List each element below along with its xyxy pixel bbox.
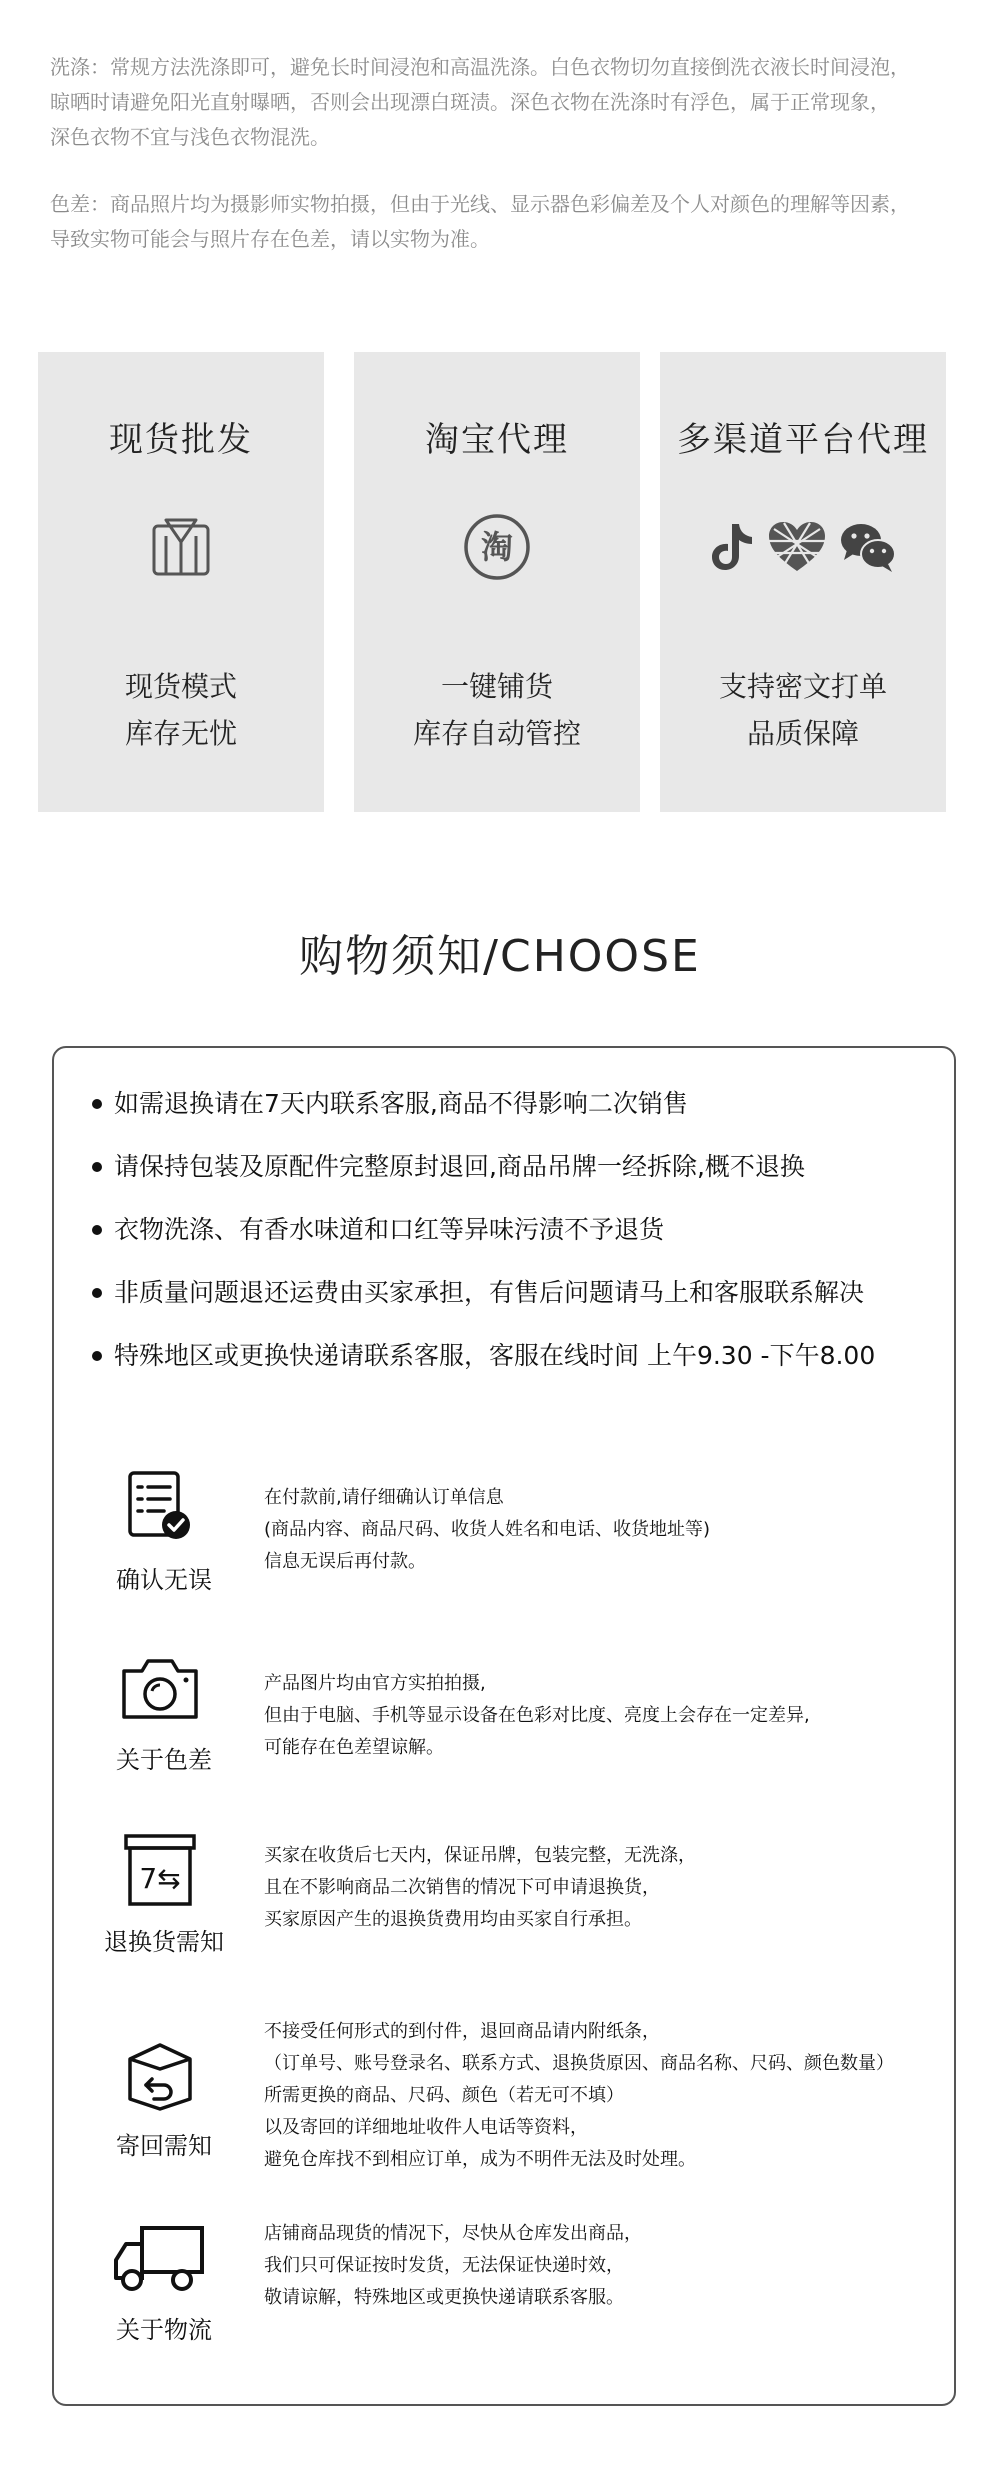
delivery-truck-icon	[112, 2222, 208, 2294]
card-feature: 一键铺货	[440, 670, 553, 703]
color-note-line: 导致实物可能会与照片存在色差，请以实物为准。	[50, 227, 490, 251]
color-difference-note	[50, 187, 970, 257]
rule-item: 特殊地区或更换快递请联系客服，客服在线时间 上午9.30 -下午8.00	[92, 1340, 932, 1403]
shopping-notice-box	[52, 1046, 956, 2406]
seven-day-return-icon	[122, 1832, 198, 1908]
pinduoduo-icon	[766, 519, 828, 575]
policy-line: 敬请谅解，特殊地区或更换快递请联系客服。	[264, 2287, 624, 2308]
policy-line: 可能存在色差望谅解。	[264, 1737, 444, 1758]
policy-text	[264, 2016, 944, 2176]
policy-line: 以及寄回的详细地址收件人电话等资料，	[264, 2117, 588, 2138]
policy-line: (商品内容、商品尺码、收货人姓名和电话、收货地址等)	[264, 1519, 711, 1540]
camera-icon	[118, 1653, 202, 1723]
policy-line: 在付款前,请仔细确认订单信息	[264, 1487, 504, 1508]
policy-label: 关于物流	[116, 2316, 212, 2344]
card-wholesale	[38, 352, 324, 812]
card-feature: 库存自动管控	[412, 717, 581, 750]
return-icon-glyph: 7⇆	[139, 1862, 181, 1895]
policy-line: 我们只可保证按时发货，无法保证快递时效，	[264, 2255, 624, 2276]
washing-note	[50, 50, 970, 155]
rule-item: 非质量问题退还运费由买家承担，有售后问题请马上和客服联系解决	[92, 1277, 932, 1340]
policy-line: 且在不影响商品二次销售的情况下可申请退换货，	[264, 1877, 660, 1898]
policy-line: 不接受任何形式的到付件，退回商品请内附纸条，	[264, 2021, 660, 2042]
wechat-icon	[838, 520, 898, 574]
card-feature: 支持密文打单	[718, 670, 887, 703]
card-taobao-agent	[354, 352, 640, 812]
rule-item: 请保持包装及原配件完整原封退回,商品吊牌一经拆除,概不退换	[92, 1151, 932, 1214]
card-title: 淘宝代理	[425, 420, 569, 460]
checklist-icon	[124, 1469, 196, 1547]
tiktok-icon	[708, 520, 756, 574]
policy-label: 关于色差	[116, 1746, 212, 1774]
card-feature: 现货模式	[124, 670, 237, 703]
rule-item: 衣物洗涤、有香水味道和口红等异味污渍不予退货	[92, 1214, 932, 1277]
care-notes	[50, 50, 970, 289]
washing-note-line: 深色衣物不宜与浅色衣物混洗。	[50, 125, 330, 149]
policy-label: 退换货需知	[104, 1928, 224, 1956]
card-feature: 品质保障	[746, 717, 859, 750]
shirt-icon	[146, 512, 216, 582]
card-title: 多渠道平台代理	[677, 420, 929, 460]
rule-item: 如需退换请在7天内联系客服,商品不得影响二次销售	[92, 1088, 932, 1151]
policy-text	[264, 1668, 944, 1764]
rules-list	[92, 1088, 932, 1403]
policy-line: 避免仓库找不到相应订单，成为不明件无法及时处理。	[264, 2149, 696, 2170]
policy-text	[264, 1840, 944, 1936]
washing-note-line: 洗涤：常规方法洗涤即可，避免长时间浸泡和高温洗涤。白色衣物切勿直接倒洗衣液长时间浸泡，	[50, 55, 910, 79]
policy-line: 买家在收货后七天内，保证吊牌，包装完整，无洗涤，	[264, 1845, 696, 1866]
policy-label: 确认无误	[116, 1566, 212, 1594]
policy-text	[264, 2218, 944, 2314]
policy-line: 产品图片均由官方实拍拍摄,	[264, 1673, 486, 1694]
policy-line: 买家原因产生的退换货费用均由买家自行承担。	[264, 1909, 642, 1930]
taobao-icon	[461, 511, 533, 583]
policy-line: 店铺商品现货的情况下，尽快从仓库发出商品，	[264, 2223, 642, 2244]
color-note-line: 色差：商品照片均为摄影师实物拍摄，但由于光线、显示器色彩偏差及个人对颜色的理解等因素，	[50, 192, 910, 216]
policy-line: 所需更换的商品、尺码、颜色（若无可不填）	[264, 2085, 624, 2106]
card-feature: 库存无忧	[124, 717, 237, 750]
policy-line: 但由于电脑、手机等显示设备在色彩对比度、亮度上会存在一定差异,	[264, 1705, 810, 1726]
policy-line: 信息无误后再付款。	[264, 1551, 426, 1572]
washing-note-line: 晾晒时请避免阳光直射曝晒，否则会出现漂白斑渍。深色衣物在洗涤时有浮色，属于正常现象，	[50, 90, 890, 114]
taobao-icon-glyph: 淘	[480, 528, 514, 566]
policy-line: （订单号、账号登录名、联系方式、退换货原因、商品名称、尺码、颜色数量）	[264, 2053, 894, 2074]
return-box-icon	[122, 2039, 198, 2113]
card-multi-channel	[660, 352, 946, 812]
policy-label: 寄回需知	[116, 2132, 212, 2160]
card-title: 现货批发	[109, 420, 253, 460]
policy-text	[264, 1482, 944, 1578]
section-heading: 购物须知/CHOOSE	[299, 931, 701, 982]
